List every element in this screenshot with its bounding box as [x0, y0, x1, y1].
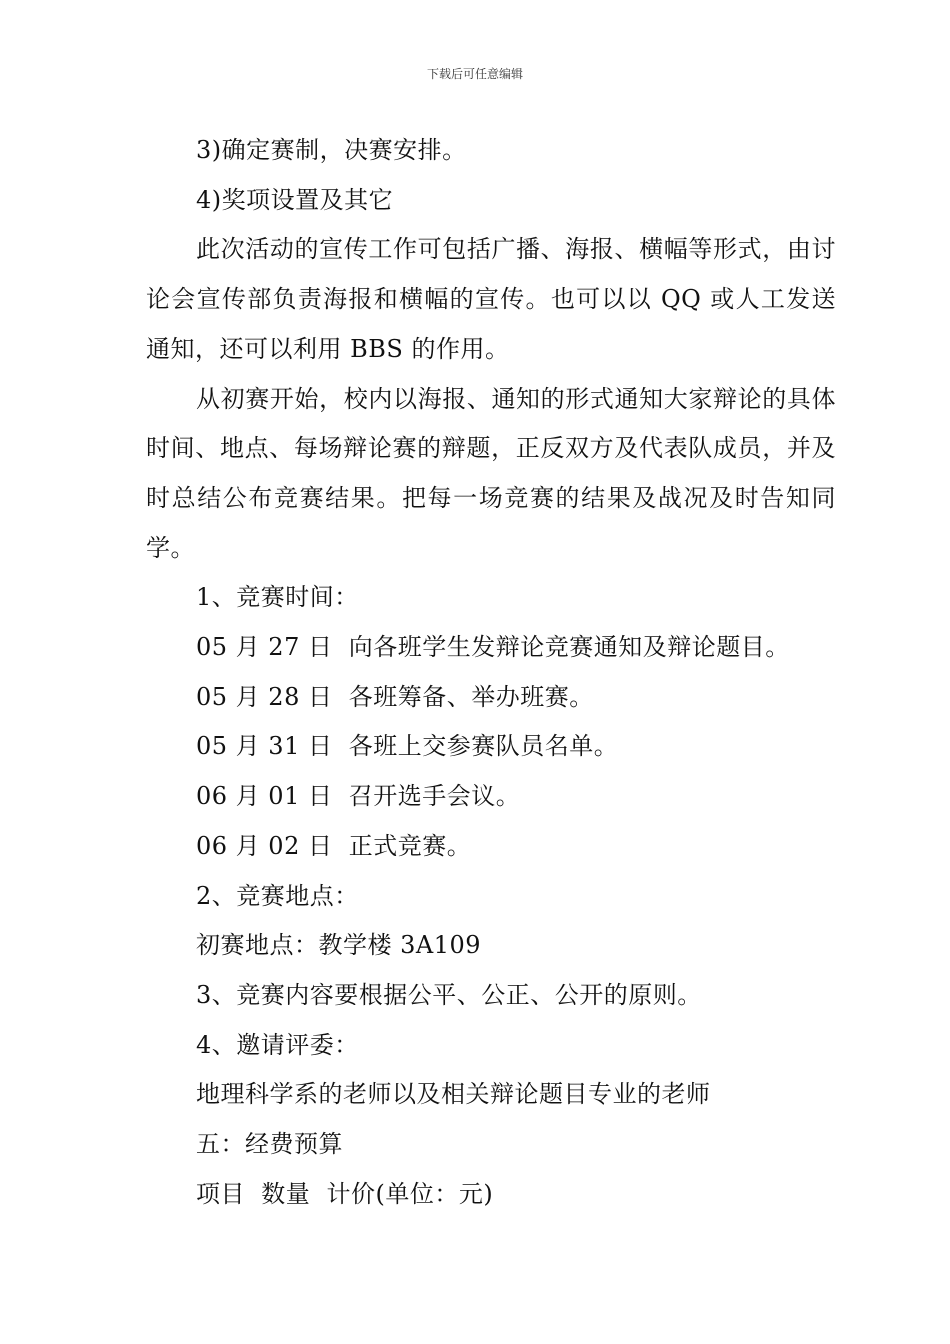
schedule-item: 06 月 01 日 召开选手会议。 [196, 782, 521, 811]
paragraph-publicity: 此次活动的宣传工作可包括广播、海报、横幅等形式，由讨论会宣传部负责海报和横幅的宣传。也可以以 QQ 或人工发送通知，还可以利用 BBS 的作用。 [146, 235, 836, 363]
schedule-item: 05 月 31 日 各班上交参赛队员名单。 [196, 732, 619, 761]
section-competition-principle: 3、竞赛内容要根据公平、公正、公开的原则。 [196, 980, 702, 1009]
schedule-item: 05 月 27 日 向各班学生发辩论竞赛通知及辩论题目。 [196, 633, 790, 662]
budget-table-header: 项目 数量 计价(单位：元) [196, 1179, 494, 1208]
section-competition-time: 1、竞赛时间： [196, 583, 359, 612]
venue-detail: 初赛地点：教学楼 3A109 [196, 931, 482, 960]
paragraph-awards: 4)奖项设置及其它 [196, 185, 394, 214]
paragraph-notification: 从初赛开始，校内以海报、通知的形式通知大家辩论的具体时间、地点、每场辩论赛的辩题，正反双方及代表队成员，并及时总结公布竞赛结果。把每一场竞赛的结果及战况及时告知同学。 [146, 384, 836, 562]
schedule-item: 06 月 02 日 正式竞赛。 [196, 831, 472, 860]
document-body [146, 126, 836, 1219]
judges-detail: 地理科学系的老师以及相关辩论题目专业的老师 [196, 1080, 711, 1109]
section-budget: 五：经费预算 [196, 1130, 343, 1159]
page-header-note: 下载后可任意编辑 [426, 67, 523, 81]
section-competition-venue: 2、竞赛地点： [196, 881, 359, 910]
section-invite-judges: 4、邀请评委： [196, 1030, 359, 1059]
schedule-item: 05 月 28 日 各班筹备、举办班赛。 [196, 682, 594, 711]
paragraph-competition-format: 3)确定赛制，决赛安排。 [196, 136, 467, 164]
